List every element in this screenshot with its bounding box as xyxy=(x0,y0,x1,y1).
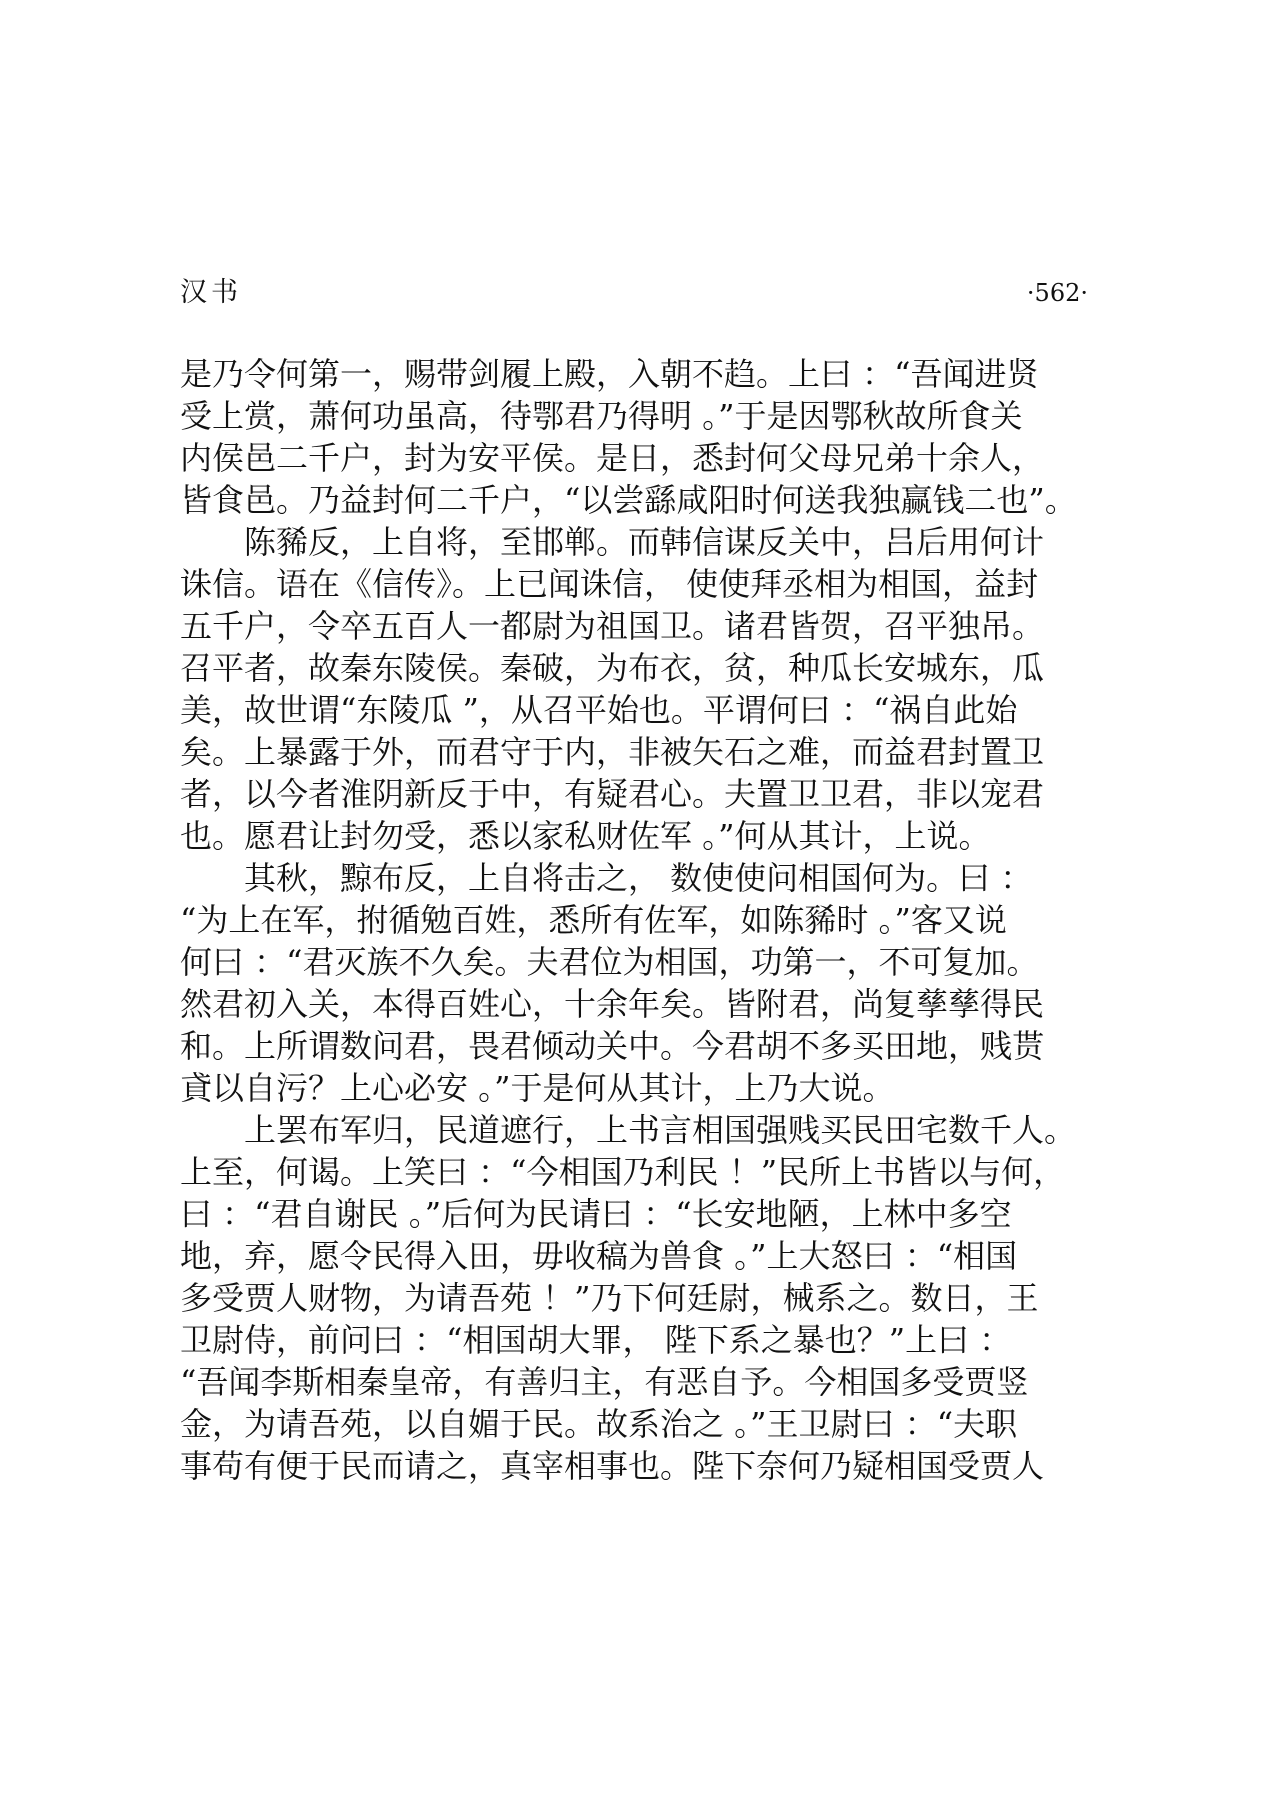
text-line: 内侯邑二千户，封为安平侯。是日，悉封何父母兄弟十余人， xyxy=(180,439,1045,477)
text-line: 陈豨反，上自将，至邯郸。而韩信谋反关中，吕后用何计 xyxy=(180,523,1045,561)
text-line: 诛信。语在《信传》。上已闻诛信， 使使拜丞相为相国，益封 xyxy=(180,565,1039,603)
text-line: 多受贾人财物，为请吾苑 ！”乃下何廷尉，械系之。数日，王 xyxy=(180,1279,1039,1317)
text-line: “为上在军，拊循勉百姓，悉所有佐军，如陈豨时 。”客又说 xyxy=(180,901,1007,939)
text-line: 皆食邑。乃益封何二千户，“以尝繇咸阳时何送我独赢钱二也”。 xyxy=(180,481,1077,519)
text-line: 其秋，黥布反，上自将击之， 数使使问相国何为。曰 ： xyxy=(180,859,1033,897)
page-number: ·562· xyxy=(1026,279,1088,307)
text-line: 五千户，令卒五百人一都尉为祖国卫。诸君皆贺，召平独吊。 xyxy=(180,607,1045,645)
text-line: 金，为请吾苑，以自媚于民。故系治之 。”王卫尉曰 ：“夫职 xyxy=(180,1405,1018,1443)
text-line: “吾闻李斯相秦皇帝，有善归主，有恶自予。今相国多受贾竖 xyxy=(180,1363,1029,1401)
text-body xyxy=(180,353,1100,1487)
text-line: 何曰 ：“君灭族不久矣。夫君位为相国，功第一，不可复加。 xyxy=(180,943,1039,981)
text-line: 卫尉侍，前问曰 ：“相国胡大罪， 陛下系之暴也？”上曰 ： xyxy=(180,1321,1012,1359)
text-line: 上罢布军归，民道遮行，上书言相国强贱买民田宅数千人。 xyxy=(180,1111,1077,1149)
text-line: 也。愿君让封勿受，悉以家私财佐军 。”何从其计，上说。 xyxy=(180,817,991,855)
text-line: 召平者，故秦东陵侯。秦破，为布衣，贫，种瓜长安城东，瓜 xyxy=(180,649,1045,687)
text-line: 受上赏，萧何功虽高，待鄂君乃得明 。”于是因鄂秋故所食关 xyxy=(180,397,1023,435)
text-line: 地，弃，愿令民得入田，毋收稿为兽食 。”上大怒曰 ：“相国 xyxy=(180,1237,1018,1275)
text-line: 者，以今者淮阴新反于中，有疑君心。夫置卫卫君，非以宠君 xyxy=(180,775,1045,813)
text-line: 曰 ：“君自谢民 。”后何为民请曰 ：“长安地陋，上林中多空 xyxy=(180,1195,1012,1233)
text-line: 矣。上暴露于外，而君守于内，非被矢石之难，而益君封置卫 xyxy=(180,733,1045,771)
book-title: 汉书 xyxy=(180,277,242,308)
text-line: 事苟有便于民而请之，真宰相事也。陛下奈何乃疑相国受贾人 xyxy=(180,1447,1045,1485)
page-header xyxy=(180,273,1088,313)
text-line: 是乃令何第一，赐带剑履上殿，入朝不趋。上曰 ：“吾闻进贤 xyxy=(180,355,1039,393)
text-line: 然君初入关，本得百姓心，十余年矣。皆附君，尚复孳孳得民 xyxy=(180,985,1045,1023)
text-line: 貣以自污？上心必安 。”于是何从其计，上乃大说。 xyxy=(180,1069,895,1107)
text-line: 和。上所谓数问君，畏君倾动关中。今君胡不多买田地，贱贳 xyxy=(180,1027,1045,1065)
text-line: 美，故世谓“东陵瓜 ”，从召平始也。平谓何曰 ：“祸自此始 xyxy=(180,691,1018,729)
text-line: 上至，何谒。上笑曰 ：“今相国乃利民 ！”民所上书皆以与何， xyxy=(180,1153,1066,1191)
